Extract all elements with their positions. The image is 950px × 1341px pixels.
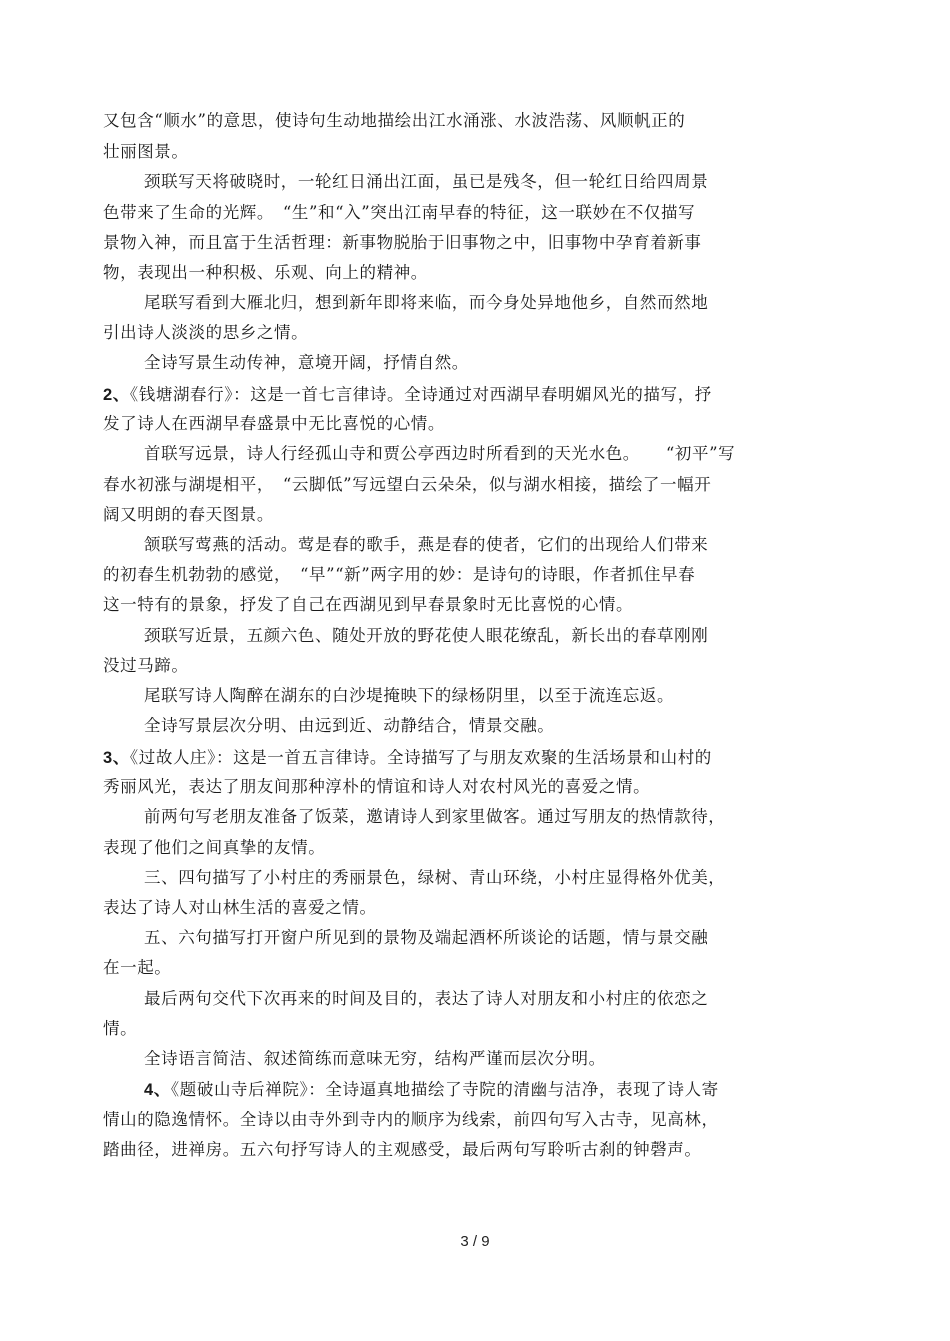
text-line: 景物入神，而且富于生活哲理：新事物脱胎于旧事物之中，旧事物中孕育着新事 <box>103 233 702 252</box>
text-line: 又包含“顺水”的意思，使诗句生动地描绘出江水涌涨、水波浩荡、风顺帆正的 <box>103 111 686 130</box>
text-line: 春水初涨与湖堤相平， “云脚低”写远望白云朵朵，似与湖水相接，描绘了一幅开 <box>103 475 712 494</box>
text-line: 色带来了生命的光辉。 “生”和“入”突出江南早春的特征，这一联妙在不仅描写 <box>103 203 696 222</box>
text-line: 情山的隐逸情怀。全诗以由寺外到寺内的顺序为线索，前四句写入古寺，见高林， <box>103 1110 719 1129</box>
text-line: 踏曲径，进禅房。五六句抒写诗人的主观感受，最后两句写聆听古刹的钟磬声。 <box>103 1140 702 1159</box>
text-line: 尾联写看到大雁北归，想到新年即将来临，而今身处异地他乡，自然而然地 <box>144 293 709 312</box>
text-line: 尾联写诗人陶醉在湖东的白沙堤掩映下的绿杨阴里，以至于流连忘返。 <box>144 686 675 705</box>
item-heading <box>103 385 712 405</box>
item-heading <box>103 748 712 768</box>
text-line: 阔又明朗的春天图景。 <box>103 505 274 524</box>
text-line: 没过马蹄。 <box>103 656 189 675</box>
item-number: 4、 <box>144 1081 171 1099</box>
text-line: 首联写远景，诗人行经孤山寺和贾公亭西边时所看到的天光水色。 “初平”写 <box>144 444 736 463</box>
text-line: 壮丽图景。 <box>103 142 189 161</box>
item-heading <box>144 1080 719 1100</box>
text-line: 全诗写景生动传神，意境开阔，抒情自然。 <box>144 353 469 372</box>
item-number: 3、 <box>103 749 130 767</box>
text-line: 在一起。 <box>103 958 172 977</box>
text-line: 表达了诗人对山林生活的喜爱之情。 <box>103 898 377 917</box>
text-line: 全诗语言简洁、叙述简练而意味无穷，结构严谨而层次分明。 <box>144 1049 606 1068</box>
text-line: 前两句写老朋友准备了饭菜，邀请诗人到家里做客。通过写朋友的热情款待， <box>144 807 726 826</box>
text-line: 《过故人庄》：这是一首五言律诗。全诗描写了与朋友欢聚的生活场景和山村的 <box>129 748 712 767</box>
text-line: 《题破山寺后禅院》：全诗逼真地描绘了寺院的清幽与洁净，表现了诗人寄 <box>170 1080 719 1099</box>
text-line: 颔联写莺燕的活动。莺是春的歌手，燕是春的使者，它们的出现给人们带来 <box>144 535 709 554</box>
text-line: 这一特有的景象，抒发了自己在西湖见到早春景象时无比喜悦的心情。 <box>103 595 634 614</box>
text-line: 引出诗人淡淡的思乡之情。 <box>103 323 309 342</box>
text-line: 物，表现出一种积极、乐观、向上的精神。 <box>103 263 428 282</box>
text-line: 《钱塘湖春行》：这是一首七言律诗。全诗通过对西湖早春明媚风光的描写，抒 <box>129 385 712 404</box>
text-line: 表现了他们之间真挚的友情。 <box>103 838 326 857</box>
item-number: 2、 <box>103 386 130 404</box>
text-line: 秀丽风光，表达了朋友间那种淳朴的情谊和诗人对农村风光的喜爱之情。 <box>103 777 651 796</box>
text-line: 颈联写天将破晓时，一轮红日涌出江面，虽已是残冬，但一轮红日给四周景 <box>144 172 709 191</box>
text-line: 颈联写近景，五颜六色、随处开放的野花使人眼花缭乱，新长出的春草刚刚 <box>144 626 709 645</box>
text-line: 五、六句描写打开窗户所见到的景物及端起酒杯所谈论的话题，情与景交融 <box>144 928 709 947</box>
text-line: 最后两句交代下次再来的时间及目的，表达了诗人对朋友和小村庄的依恋之 <box>144 989 709 1008</box>
text-line: 情。 <box>103 1019 138 1038</box>
page-number: 3 / 9 <box>460 1233 490 1250</box>
text-line: 三、四句描写了小村庄的秀丽景色，绿树、青山环绕，小村庄显得格外优美， <box>144 868 726 887</box>
text-line: 全诗写景层次分明、由远到近、动静结合，情景交融。 <box>144 716 555 735</box>
text-line: 发了诗人在西湖早春盛景中无比喜悦的心情。 <box>103 414 445 433</box>
text-line: 的初春生机勃勃的感觉， “早”“新”两字用的妙：是诗句的诗眼，作者抓住早春 <box>103 565 696 584</box>
